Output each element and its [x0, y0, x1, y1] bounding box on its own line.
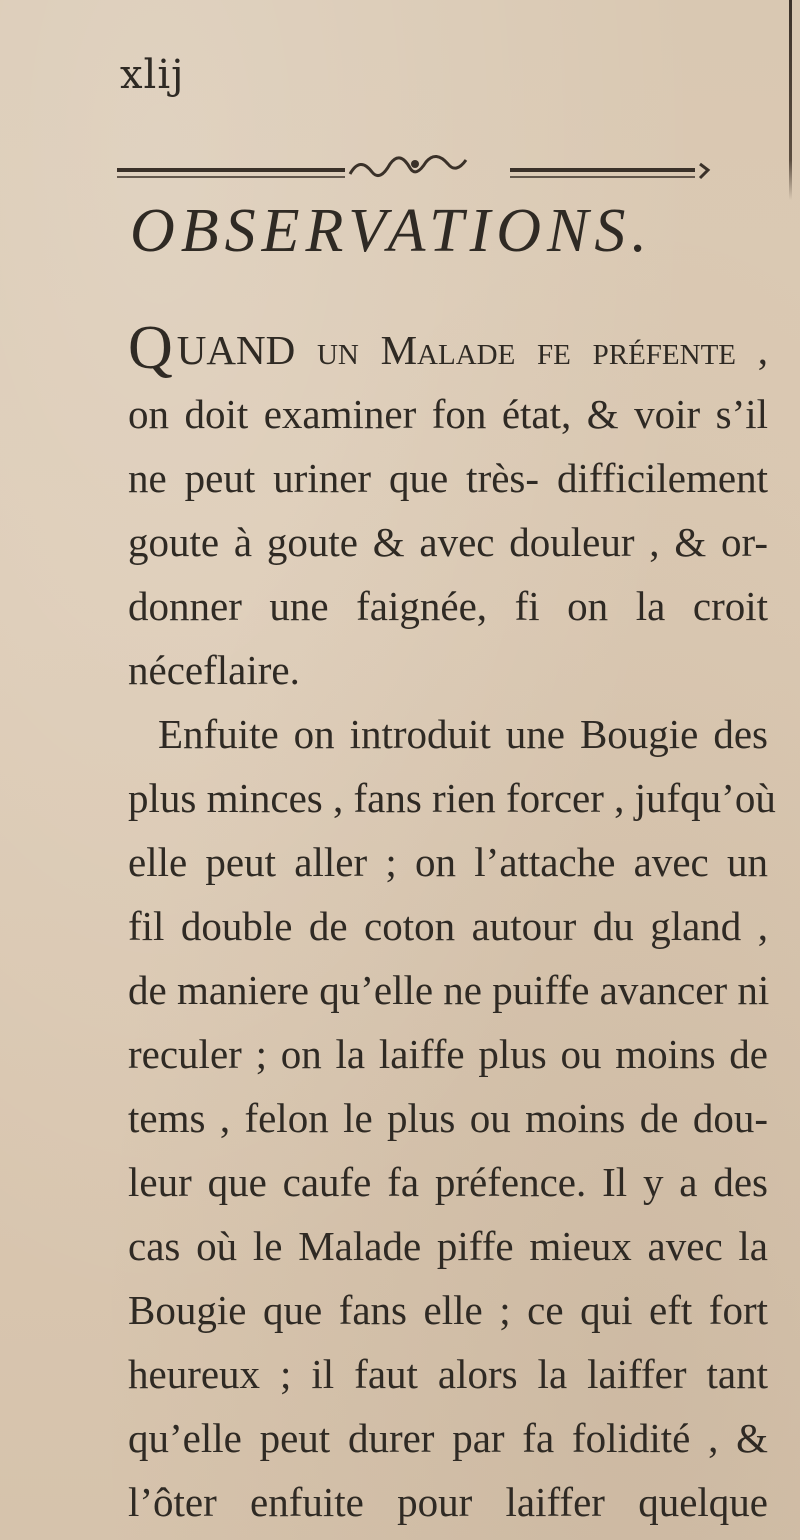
body-text — [128, 314, 776, 1534]
text-line: on doit examiner fon état, & voir s’il — [128, 391, 768, 437]
text-line: qu’elle peut durer par fa folidité , & — [128, 1415, 768, 1461]
page-title: OBSERVATIONS. — [130, 197, 653, 265]
text-line: heureux ; il faut alors la laiffer tant — [128, 1351, 768, 1397]
text-line: plus minces , fans rien forcer , jufqu’où — [128, 775, 776, 821]
text-line: Enfuite on introduit une Bougie des — [158, 711, 768, 757]
text-line: fil double de coton autour du gland , — [128, 903, 768, 949]
ornamental-rule — [115, 150, 715, 190]
text-line: de maniere qu’elle ne puiffe avancer ni — [128, 967, 770, 1013]
text-line: ne peut uriner que très- difficilement — [128, 455, 768, 501]
text-line: cas où le Malade piffe mieux avec la — [128, 1223, 768, 1269]
text-line: Bougie que fans elle ; ce qui eft fort — [128, 1287, 768, 1333]
opening-line — [128, 314, 768, 382]
drop-cap: Q — [128, 314, 173, 382]
page-number: xlij — [120, 52, 185, 98]
text-line: leur que caufe fa préfence. Il y a des — [128, 1159, 768, 1205]
text-line: tems , felon le plus ou moins de dou- — [128, 1095, 768, 1141]
text-line: reculer ; on la laiffe plus ou moins de — [128, 1031, 768, 1077]
text-line: UAND un Malade fe préfente , — [176, 327, 768, 373]
text-line: goute à goute & avec douleur , & or- — [128, 519, 768, 565]
text-line: elle peut aller ; on l’attache avec un — [128, 839, 768, 885]
text-line: l’ôter enfuite pour laiffer quelque — [128, 1479, 768, 1525]
text-line: néceflaire. — [128, 647, 300, 693]
text-line: donner une faignée, fi on la croit — [128, 583, 768, 629]
page-edge — [789, 0, 792, 200]
